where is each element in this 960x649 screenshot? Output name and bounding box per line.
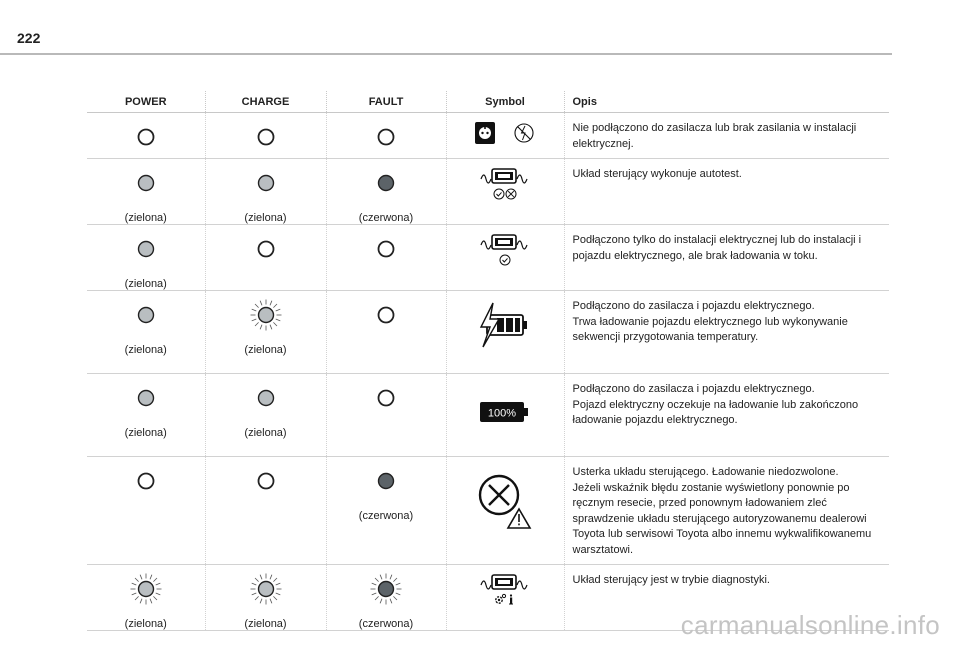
fault-led-color-label: (czerwona): [358, 618, 414, 630]
indicator-table: [87, 91, 889, 631]
cable-gear-info-icon: [479, 571, 531, 607]
fault-led-cell: [326, 374, 446, 457]
battery-charging-bolt-icon: [473, 301, 537, 349]
led-blinking-icon: [368, 571, 404, 607]
led-off-icon: [128, 463, 164, 499]
led-off-icon: [248, 119, 284, 155]
symbol-cell: [446, 457, 564, 565]
led-on-icon: [248, 165, 284, 201]
power-led-cell: [87, 565, 205, 631]
table-row: [87, 225, 889, 291]
led-on-icon: [128, 380, 164, 416]
description-cell: [564, 113, 889, 159]
table-row: [87, 159, 889, 225]
description-line: Usterka układu sterującego. Ładowanie niedozwolone.: [572, 466, 839, 478]
power-led-cell: [87, 457, 205, 565]
led-off-icon: [368, 380, 404, 416]
table-row: [87, 374, 889, 457]
symbol-cell: [446, 291, 564, 374]
fault-led-cell: [326, 113, 446, 159]
description-line: Jeżeli wskaźnik błędu zostanie wyświetlony ponownie po ręcznym resecie, przed ponownym ładowaniem zleć sprawdzenie układu sterującego autoryzowanemu dealerowi Toyota lub serwisowi Toyota albo innemu wykwalifikowanemu warsztatowi.: [572, 481, 872, 556]
power-led-color-label: (zielona): [124, 618, 167, 630]
charge-led-cell: [205, 291, 326, 374]
description-line: Pojazd elektryczny oczekuje na ładowanie lub zakończono ładowanie pojazdu elektrycznego.: [572, 398, 859, 426]
led-on-icon: [128, 297, 164, 333]
battery-percent-text: 100%: [487, 407, 517, 420]
led-on-icon: [368, 165, 404, 201]
description-cell: [564, 457, 889, 565]
description-line: Podłączono do zasilacza i pojazdu elektrycznego.: [572, 300, 815, 312]
table-row: [87, 291, 889, 374]
cable-check-icon: [479, 231, 531, 267]
symbol-cell: [446, 225, 564, 291]
description-line: Układ sterujący jest w trybie diagnostyki.: [572, 574, 770, 586]
led-off-icon: [368, 231, 404, 267]
led-off-icon: [368, 119, 404, 155]
header-divider: [0, 53, 892, 55]
description-line: Układ sterujący wykonuje autotest.: [572, 168, 742, 180]
description-cell: [564, 291, 889, 374]
power-led-cell: [87, 113, 205, 159]
fault-led-color-label: (czerwona): [358, 510, 414, 522]
charge-led-cell: [205, 565, 326, 631]
fault-led-cell: [326, 457, 446, 565]
fault-led-color-label: (czerwona): [358, 212, 414, 224]
header-opis: Opis: [564, 91, 889, 113]
led-blinking-icon: [248, 297, 284, 333]
battery-full-icon: [479, 400, 531, 424]
header-power: POWER: [87, 91, 205, 113]
description-cell: [564, 374, 889, 457]
table-row: [87, 457, 889, 565]
power-led-color-label: (zielona): [124, 344, 167, 356]
charge-led-cell: [205, 225, 326, 291]
description-line: Nie podłączono do zasilacza lub brak zasilania w instalacji elektrycznej.: [572, 122, 857, 150]
description-line: Podłączono tylko do instalacji elektrycznej lub do instalacji i pojazdu elektrycznego, ale brak ładowania w toku.: [572, 234, 862, 262]
outlet-and-no-power-icon: [473, 119, 537, 147]
led-on-icon: [128, 231, 164, 267]
charge-led-color-label: (zielona): [244, 618, 287, 630]
charge-led-color-label: (zielona): [244, 427, 287, 439]
description-line: Trwa ładowanie pojazdu elektrycznego lub wykonywanie sekwencji przygotowania temperatury.: [572, 315, 848, 343]
power-led-cell: [87, 159, 205, 225]
fault-led-cell: [326, 225, 446, 291]
led-blinking-icon: [128, 571, 164, 607]
header-fault: FAULT: [326, 91, 446, 113]
charge-led-cell: [205, 113, 326, 159]
power-led-color-label: (zielona): [124, 212, 167, 224]
fault-led-cell: [326, 291, 446, 374]
cable-check-check-x-icon: [479, 165, 531, 201]
power-led-cell: [87, 374, 205, 457]
watermark: carmanualsonline.info: [680, 610, 940, 640]
power-led-cell: [87, 225, 205, 291]
charge-led-color-label: (zielona): [244, 212, 287, 224]
led-off-icon: [248, 231, 284, 267]
description-cell: [564, 159, 889, 225]
fault-x-warning-icon: [475, 471, 535, 531]
led-on-icon: [368, 463, 404, 499]
fault-led-cell: [326, 565, 446, 631]
symbol-cell: [446, 374, 564, 457]
led-off-icon: [128, 119, 164, 155]
page-number: 222: [17, 30, 41, 46]
led-off-icon: [368, 297, 404, 333]
description-cell: [564, 225, 889, 291]
charge-led-cell: [205, 374, 326, 457]
power-led-color-label: (zielona): [124, 427, 167, 439]
symbol-cell: [446, 159, 564, 225]
power-led-cell: [87, 291, 205, 374]
charge-led-color-label: (zielona): [244, 344, 287, 356]
description-line: Podłączono do zasilacza i pojazdu elektrycznego.: [572, 383, 815, 395]
header-symbol: Symbol: [446, 91, 564, 113]
led-off-icon: [248, 463, 284, 499]
table-header-row: [87, 91, 889, 113]
led-blinking-icon: [248, 571, 284, 607]
charge-led-cell: [205, 159, 326, 225]
power-led-color-label: (zielona): [124, 278, 167, 290]
symbol-cell: [446, 113, 564, 159]
led-on-icon: [128, 165, 164, 201]
fault-led-cell: [326, 159, 446, 225]
header-charge: CHARGE: [205, 91, 326, 113]
symbol-cell: [446, 565, 564, 631]
table-row: [87, 113, 889, 159]
led-on-icon: [248, 380, 284, 416]
charge-led-cell: [205, 457, 326, 565]
